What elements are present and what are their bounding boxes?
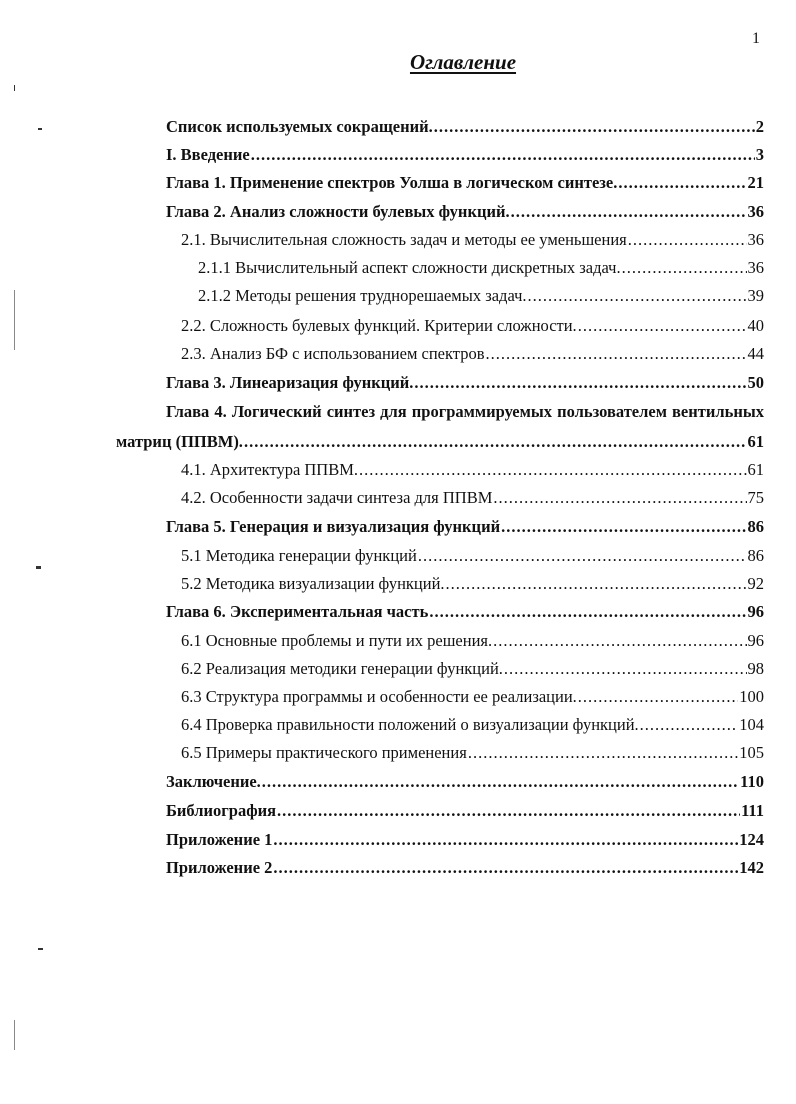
toc-entry-bibliography[interactable] <box>166 801 764 821</box>
toc-entry-label: 6.2 Реализация методики генерации функций. <box>181 659 503 678</box>
toc-leader-dots <box>446 574 747 594</box>
toc-entry-page: 3 <box>755 145 764 164</box>
toc-leader-dots <box>434 117 755 137</box>
toc-entry-page: 40 <box>747 316 764 335</box>
toc-entry-label: 2.3. Анализ БФ с использованием спектров <box>181 344 485 363</box>
toc-entry-page: 98 <box>747 659 764 678</box>
toc-entry-section-2-2[interactable] <box>181 316 764 336</box>
toc-entry-appendix-1[interactable] <box>166 830 764 850</box>
toc-leader-dots <box>628 230 747 250</box>
toc-entry-section-6-2[interactable] <box>181 659 764 679</box>
toc-leader-dots <box>414 373 746 393</box>
toc-entry-page: 2 <box>755 117 764 136</box>
toc-entry-label: 6.3 Структура программы и особенности ее реализации. <box>181 687 577 706</box>
toc-entry-label: Глава 2. Анализ сложности булевых функций. <box>166 202 510 221</box>
toc-entry-label: Приложение 1 <box>166 830 273 849</box>
toc-entry-page: 21 <box>747 173 764 192</box>
toc-entry-label: матриц (ППВМ). <box>116 432 243 451</box>
toc-entry-section-5-2[interactable] <box>181 574 764 594</box>
toc-entry-page: 124 <box>739 830 764 849</box>
toc-entry-page: 75 <box>747 488 764 507</box>
toc-leader-dots <box>418 546 747 566</box>
toc-entry-page: 104 <box>739 715 764 734</box>
toc-leader-dots <box>578 316 747 336</box>
toc-entry-page: 36 <box>747 258 764 277</box>
toc-entry-label: 6.4 Проверка правильности положений о визуализации функций. <box>181 715 639 734</box>
toc-entry-page: 100 <box>739 687 764 706</box>
toc-entry-label: 5.2 Методика визуализации функций. <box>181 574 445 593</box>
toc-leader-dots <box>244 432 747 452</box>
toc-entry-page: 96 <box>747 631 764 650</box>
toc-entry-page: 92 <box>747 574 764 593</box>
scan-mark <box>14 85 15 91</box>
scan-mark <box>14 1020 15 1050</box>
toc-entry-label: 4.2. Особенности задачи синтеза для ППВМ <box>181 488 493 507</box>
toc-leader-dots <box>468 743 738 763</box>
toc-entry-introduction[interactable] <box>166 145 764 165</box>
toc-entry-label: Глава 5. Генерация и визуализация функций <box>166 517 501 536</box>
toc-entry-page: 39 <box>747 286 764 305</box>
page-number: 1 <box>752 30 760 47</box>
toc-leader-dots <box>493 631 746 651</box>
toc-entry-chapter-5[interactable] <box>166 517 764 537</box>
toc-entry-section-6-3[interactable] <box>181 687 764 707</box>
toc-entry-section-2-1[interactable] <box>181 230 764 250</box>
toc-entry-appendix-2[interactable] <box>166 858 764 878</box>
toc-entry-chapter-1[interactable] <box>166 173 764 193</box>
toc-entry-chapter-2[interactable] <box>166 202 764 222</box>
toc-entry-page: 96 <box>747 602 764 621</box>
toc-entry-label: 2.2. Сложность булевых функций. Критерии сложности. <box>181 316 577 335</box>
toc-leader-dots <box>273 858 738 878</box>
toc-leader-dots <box>251 145 755 165</box>
toc-entry-label: Список используемых сокращений. <box>166 117 433 136</box>
toc-entry-label: 4.1. Архитектура ППВМ. <box>181 460 359 479</box>
toc-entry-section-2-3[interactable] <box>181 344 764 364</box>
toc-entry-section-5-1[interactable] <box>181 546 764 566</box>
toc-entry-label: 6.5 Примеры практического применения <box>181 743 467 762</box>
toc-leader-dots <box>504 659 747 679</box>
toc-entry-page: 111 <box>741 801 764 820</box>
toc-entry-section-2-1-1[interactable] <box>198 258 764 278</box>
toc-leader-dots <box>511 202 747 222</box>
toc-leader-dots <box>493 488 746 508</box>
toc-entry-page: 142 <box>739 858 764 877</box>
toc-entry-label: 5.1 Методика генерации функций <box>181 546 417 565</box>
toc-leader-dots <box>578 687 738 707</box>
toc-entry-chapter-4-line1[interactable]: Глава 4. Логический синтез для программируемых пользователем вентильных <box>166 402 764 421</box>
toc-entry-page: 110 <box>740 772 764 791</box>
toc-entry-label: 2.1. Вычислительная сложность задач и методы ее уменьшения <box>181 230 627 249</box>
toc-entry-chapter-3[interactable] <box>166 373 764 393</box>
toc-entry-conclusion[interactable] <box>166 772 764 792</box>
toc-entry-label: 2.1.2 Методы решения труднорешаемых задач. <box>198 286 527 305</box>
toc-entry-section-2-1-2[interactable] <box>198 286 764 306</box>
toc-leader-dots <box>528 286 747 306</box>
toc-entry-label: 2.1.1 Вычислительный аспект сложности дискретных задач. <box>198 258 621 277</box>
toc-entry-label: Библиография <box>166 801 277 820</box>
toc-entry-page: 50 <box>747 373 764 392</box>
scan-mark <box>36 566 41 569</box>
toc-leader-dots <box>618 173 746 193</box>
toc-leader-dots <box>273 830 738 850</box>
toc-entry-label: Заключение. <box>166 772 261 791</box>
toc-leader-dots <box>640 715 739 735</box>
toc-entry-page: 105 <box>739 743 764 762</box>
scan-mark <box>38 128 42 130</box>
toc-leader-dots <box>501 517 746 537</box>
toc-entry-section-6-4[interactable] <box>181 715 764 735</box>
toc-entry-label: I. Введение <box>166 145 250 164</box>
toc-leader-dots <box>622 258 747 278</box>
toc-entry-page: 44 <box>747 344 764 363</box>
scan-mark <box>38 948 43 950</box>
page-title: Оглавление <box>409 50 517 74</box>
toc-entry-label: Глава 1. Применение спектров Уолша в логическом синтезе. <box>166 173 618 192</box>
toc-entry-section-6-5[interactable] <box>181 743 764 763</box>
toc-entry-page: 61 <box>747 432 764 451</box>
toc-entry-page: 36 <box>747 202 764 221</box>
toc-entry-page: 86 <box>747 517 764 536</box>
toc-entry-section-6-1[interactable] <box>181 631 764 651</box>
toc-entry-label: Глава 6. Экспериментальная часть <box>166 602 429 621</box>
toc-leader-dots <box>486 344 747 364</box>
toc-entry-abbreviations[interactable] <box>166 117 764 137</box>
toc-leader-dots <box>429 602 746 622</box>
toc-leader-dots <box>277 801 740 821</box>
toc-leader-dots <box>359 460 746 480</box>
toc-entry-label: 6.1 Основные проблемы и пути их решения. <box>181 631 493 650</box>
toc-entry-page: 61 <box>747 460 764 479</box>
toc-entry-label: Приложение 2 <box>166 858 273 877</box>
toc-entry-label: Глава 3. Линеаризация функций. <box>166 373 414 392</box>
toc-entry-page: 86 <box>747 546 764 565</box>
toc-entry-chapter-6[interactable] <box>166 602 764 622</box>
scan-mark <box>14 290 15 350</box>
toc-entry-chapter-4[interactable] <box>116 432 764 452</box>
toc-entry-section-4-2[interactable] <box>181 488 764 508</box>
toc-entry-section-4-1[interactable] <box>181 460 764 480</box>
toc-entry-page: 36 <box>747 230 764 249</box>
toc-leader-dots <box>262 772 739 792</box>
